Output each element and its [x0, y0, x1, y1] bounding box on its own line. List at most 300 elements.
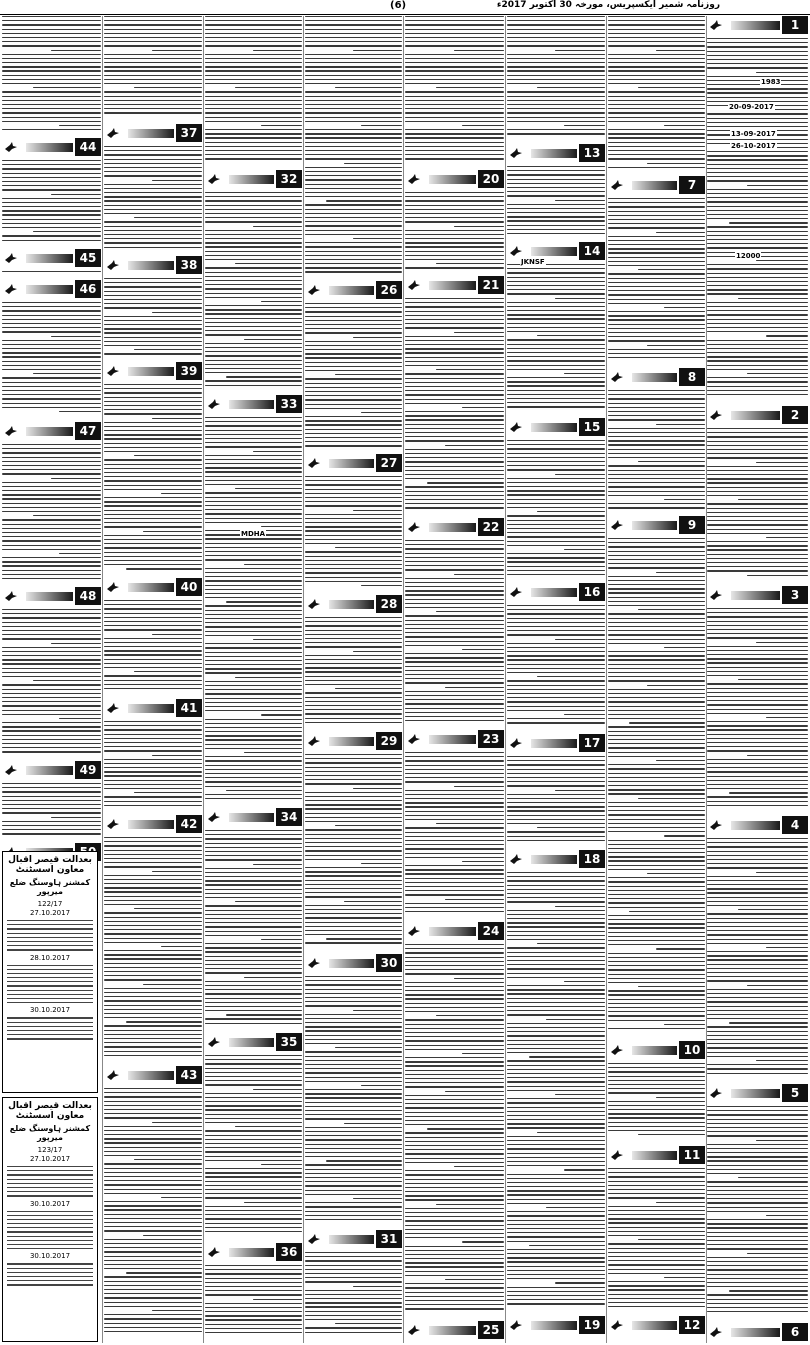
bird-icon [709, 409, 723, 421]
section-number: 39 [176, 362, 202, 380]
column-3 [507, 16, 605, 1343]
text-line [507, 121, 605, 122]
text-line [507, 91, 605, 92]
text-line [305, 328, 402, 329]
text-line [608, 990, 705, 991]
text-line [2, 503, 101, 504]
text-line [405, 720, 504, 721]
text-line [608, 814, 705, 815]
text-line [405, 503, 504, 504]
text-line [104, 543, 202, 544]
text-line [608, 1302, 705, 1303]
heading-bar [531, 247, 577, 256]
text-line [305, 984, 402, 985]
text-line [305, 484, 402, 485]
text-line [104, 184, 202, 185]
text-line [2, 791, 101, 792]
text-line [564, 125, 605, 126]
text-line [507, 1040, 605, 1041]
text-line [205, 830, 302, 831]
text-line [405, 645, 504, 646]
text-line [134, 792, 202, 793]
text-line [507, 398, 605, 399]
text-line [608, 265, 705, 266]
text-line [555, 298, 605, 299]
text-line [608, 831, 705, 832]
text-line [707, 1131, 808, 1132]
text-line [2, 536, 101, 537]
text-line [205, 985, 302, 986]
text-line [608, 332, 705, 333]
text-line [507, 293, 605, 294]
text-line [608, 37, 705, 38]
text-line [405, 507, 504, 508]
text-line [405, 302, 504, 303]
text-line [707, 1232, 808, 1233]
text-line [656, 424, 705, 425]
text-line [405, 1099, 504, 1100]
text-line [305, 1206, 402, 1207]
text-line [707, 55, 808, 56]
text-line [707, 976, 808, 977]
text-line [608, 1210, 705, 1211]
bird-icon [207, 398, 221, 410]
column-divider [606, 16, 607, 1343]
text-line [104, 638, 202, 639]
text-line [707, 780, 808, 781]
text-line [104, 1051, 202, 1052]
text-line [608, 340, 705, 341]
text-line [507, 1182, 605, 1183]
text-line [2, 91, 101, 92]
text-line [305, 758, 402, 759]
text-line [507, 914, 605, 915]
ad-next-date: 30.10.2017 [29, 1006, 71, 1015]
text-line [305, 259, 402, 260]
text-line [305, 913, 402, 914]
text-line [104, 1113, 202, 1114]
text-line [507, 781, 605, 782]
section-heading [707, 16, 808, 34]
text-line [2, 394, 101, 395]
text-line [507, 108, 605, 109]
text-line [2, 507, 101, 508]
text-line [104, 1306, 202, 1307]
text-line [507, 1232, 605, 1233]
text-line [104, 438, 202, 439]
text-line [205, 267, 302, 268]
text-line [205, 652, 302, 653]
bird-icon [407, 173, 421, 185]
text-line [205, 368, 302, 369]
text-line [608, 1076, 705, 1077]
text-line [305, 646, 402, 647]
text-line [507, 129, 605, 130]
text-line [707, 1219, 808, 1220]
text-line [2, 403, 101, 404]
text-line [2, 540, 101, 541]
text-line [608, 1071, 705, 1072]
heading-bar [632, 1321, 677, 1330]
article-text [104, 278, 202, 358]
text-line [104, 1285, 202, 1286]
text-line [747, 575, 808, 576]
text-line [546, 1019, 605, 1020]
text-line [253, 50, 302, 51]
section-heading [305, 954, 402, 972]
text-line [707, 939, 808, 940]
text-line [104, 1243, 202, 1244]
text-line [707, 859, 808, 860]
text-line [104, 883, 202, 884]
text-line [507, 1148, 605, 1149]
text-line [445, 1091, 504, 1092]
text-line [405, 760, 504, 761]
text-line [405, 133, 504, 134]
text-line [608, 158, 705, 159]
text-line [507, 478, 605, 479]
text-line [104, 788, 202, 789]
text-line [564, 981, 605, 982]
text-line [707, 1127, 808, 1128]
text-line [507, 220, 605, 221]
text-line [104, 291, 202, 292]
text-line [507, 1174, 605, 1175]
bird-icon [709, 819, 723, 831]
text-line [305, 1298, 402, 1299]
text-line [405, 1074, 504, 1075]
text-line [608, 1088, 705, 1089]
text-line [7, 1276, 93, 1277]
article-text [2, 783, 101, 839]
text-line [205, 631, 302, 632]
heading-bar [731, 821, 780, 830]
masthead: روزنامہ شمیر ایکسپریس، مورخہ 30 اکتوبر 2017ء [496, 0, 720, 10]
text-line [707, 1169, 808, 1170]
ad-hearing-date: 30.10.2017 [29, 1199, 71, 1208]
text-line [2, 214, 101, 215]
text-line [405, 255, 504, 256]
inline-value: 13-09-2017 [731, 130, 776, 138]
text-line [205, 1303, 302, 1304]
section-heading [2, 138, 101, 156]
text-line [134, 87, 202, 88]
text-line [305, 676, 402, 677]
text-line [405, 142, 504, 143]
text-line [104, 854, 202, 855]
text-line [205, 897, 302, 898]
text-line [104, 1005, 202, 1006]
text-line [707, 838, 808, 839]
text-line [507, 1266, 605, 1267]
text-line [7, 937, 93, 938]
text-line [507, 486, 605, 487]
text-line [2, 356, 101, 357]
text-line [205, 981, 302, 982]
text-line [305, 892, 402, 893]
text-line [707, 612, 808, 613]
text-line [608, 1080, 705, 1081]
article-text [305, 754, 402, 950]
article-text [2, 609, 101, 757]
bird-icon [407, 1324, 421, 1336]
text-line [608, 303, 705, 304]
text-line [445, 687, 504, 688]
text-line [405, 832, 504, 833]
text-line [143, 1235, 202, 1236]
heading-bar [229, 1248, 274, 1257]
text-line [104, 738, 202, 739]
text-line [707, 1211, 808, 1212]
text-line [104, 154, 202, 155]
text-line [305, 880, 402, 881]
text-line [608, 121, 705, 122]
text-line [405, 1095, 504, 1096]
text-line [305, 551, 402, 552]
text-line [405, 1292, 504, 1293]
text-line [608, 974, 705, 975]
text-line [405, 1153, 504, 1154]
text-line [707, 277, 808, 278]
text-line [707, 512, 808, 513]
text-line [305, 399, 402, 400]
text-line [507, 806, 605, 807]
text-line [405, 1212, 504, 1213]
text-line [707, 331, 808, 332]
text-line [2, 613, 101, 614]
section-number: 36 [276, 1243, 302, 1261]
text-line [707, 1148, 808, 1149]
text-line [205, 330, 302, 331]
text-line [608, 789, 705, 790]
text-line [305, 667, 402, 668]
section-heading [2, 761, 101, 779]
text-line [2, 783, 101, 784]
text-line [305, 855, 402, 856]
text-line [405, 415, 504, 416]
text-line [104, 20, 202, 21]
text-line [707, 1311, 808, 1312]
text-line [104, 767, 202, 768]
text-line [664, 125, 705, 126]
text-line [305, 353, 402, 354]
text-line [305, 989, 402, 990]
text-line [405, 234, 504, 235]
text-line [608, 411, 705, 412]
text-line [305, 387, 402, 388]
text-line [405, 91, 504, 92]
text-line [507, 672, 605, 673]
text-line [507, 62, 605, 63]
text-line [205, 251, 302, 252]
text-line [507, 1069, 605, 1070]
text-line [305, 1152, 402, 1153]
text-line [608, 1020, 705, 1021]
text-line [405, 844, 504, 845]
text-line [305, 842, 402, 843]
heading-bar [731, 1328, 780, 1337]
text-line [205, 972, 302, 973]
text-line [507, 66, 605, 67]
text-line [608, 877, 705, 878]
text-line [104, 929, 202, 930]
text-line [104, 514, 202, 515]
text-line [507, 810, 605, 811]
text-line [305, 1269, 402, 1270]
text-line [608, 315, 705, 316]
text-line [205, 1311, 302, 1312]
text-line [205, 838, 302, 839]
text-line [104, 205, 202, 206]
text-line [436, 369, 504, 370]
text-line [152, 755, 202, 756]
text-line [235, 1126, 302, 1127]
text-line [305, 1097, 402, 1098]
text-line [707, 180, 808, 181]
text-line [462, 125, 504, 126]
text-line [205, 555, 302, 556]
text-line [608, 1298, 705, 1299]
section-heading [305, 1230, 402, 1248]
text-line [405, 840, 504, 841]
text-line [205, 1010, 302, 1011]
text-line [104, 1088, 202, 1089]
text-line [707, 842, 808, 843]
text-line [205, 760, 302, 761]
text-line [507, 1211, 605, 1212]
text-line [33, 87, 101, 88]
text-line [2, 173, 101, 174]
text-line [205, 96, 302, 97]
text-line [2, 528, 101, 529]
text-line [104, 104, 202, 105]
text-line [608, 1281, 705, 1282]
text-line [405, 1179, 504, 1180]
text-line [305, 514, 402, 515]
text-line [507, 1303, 605, 1304]
text-line [405, 836, 504, 837]
text-line [507, 557, 605, 558]
text-line [405, 1216, 504, 1217]
text-line [707, 516, 808, 517]
text-line [608, 198, 705, 199]
text-line [707, 466, 808, 467]
text-line [707, 767, 808, 768]
text-line [205, 905, 302, 906]
article-text [707, 38, 808, 402]
text-line [2, 821, 101, 822]
text-line [104, 16, 202, 17]
text-line [104, 1297, 202, 1298]
text-line [707, 700, 808, 701]
text-line [7, 981, 93, 982]
text-line [608, 394, 705, 395]
text-line [2, 24, 101, 25]
text-line [305, 1039, 402, 1040]
bird-icon [509, 853, 523, 865]
text-line [507, 1224, 605, 1225]
text-line [205, 70, 302, 71]
text-line [205, 926, 302, 927]
text-line [205, 989, 302, 990]
text-line [707, 650, 808, 651]
text-line [205, 1055, 302, 1056]
text-line [305, 303, 402, 304]
text-line [326, 938, 402, 939]
text-line [507, 570, 605, 571]
text-line [707, 172, 808, 173]
text-line [507, 802, 605, 803]
text-line [405, 340, 504, 341]
text-line [608, 299, 705, 300]
text-line [707, 159, 808, 160]
text-line [205, 425, 302, 426]
text-line [564, 714, 605, 715]
text-line [104, 556, 202, 557]
text-line [405, 205, 504, 206]
text-line [608, 961, 705, 962]
text-line [405, 336, 504, 337]
text-line [507, 831, 605, 832]
text-line [507, 170, 605, 171]
text-line [629, 722, 705, 723]
text-line [608, 710, 705, 711]
text-line [205, 1181, 302, 1182]
text-line [104, 1013, 202, 1014]
text-line [707, 1165, 808, 1166]
heading-bar [429, 927, 476, 936]
text-line [405, 466, 504, 467]
text-line [205, 213, 302, 214]
text-line [2, 494, 101, 495]
heading-bar [632, 1151, 677, 1160]
column-divider [706, 16, 707, 1343]
text-line [507, 1186, 605, 1187]
text-line [104, 54, 202, 55]
text-line [608, 810, 705, 811]
text-line [305, 1281, 402, 1282]
text-line [405, 323, 504, 324]
text-line [707, 930, 808, 931]
text-line [305, 663, 402, 664]
text-line [104, 434, 202, 435]
text-line [436, 611, 504, 612]
text-line [507, 1098, 605, 1099]
text-line [7, 1174, 93, 1175]
text-line [507, 536, 605, 537]
bird-icon [207, 173, 221, 185]
text-line [104, 771, 202, 772]
text-line [507, 1287, 605, 1288]
text-line [104, 150, 202, 151]
text-line [2, 444, 101, 445]
text-line [507, 377, 605, 378]
text-line [205, 501, 302, 502]
bird-icon [207, 1036, 221, 1048]
bird-icon [407, 521, 421, 533]
text-line [405, 399, 504, 400]
text-line [707, 855, 808, 856]
bird-icon [106, 702, 120, 714]
text-line [2, 800, 101, 801]
text-line [738, 298, 808, 299]
text-line [507, 693, 605, 694]
text-line [405, 1229, 504, 1230]
text-line [104, 763, 202, 764]
text-line [405, 440, 504, 441]
section-number: 24 [478, 922, 504, 940]
text-line [305, 1177, 402, 1178]
